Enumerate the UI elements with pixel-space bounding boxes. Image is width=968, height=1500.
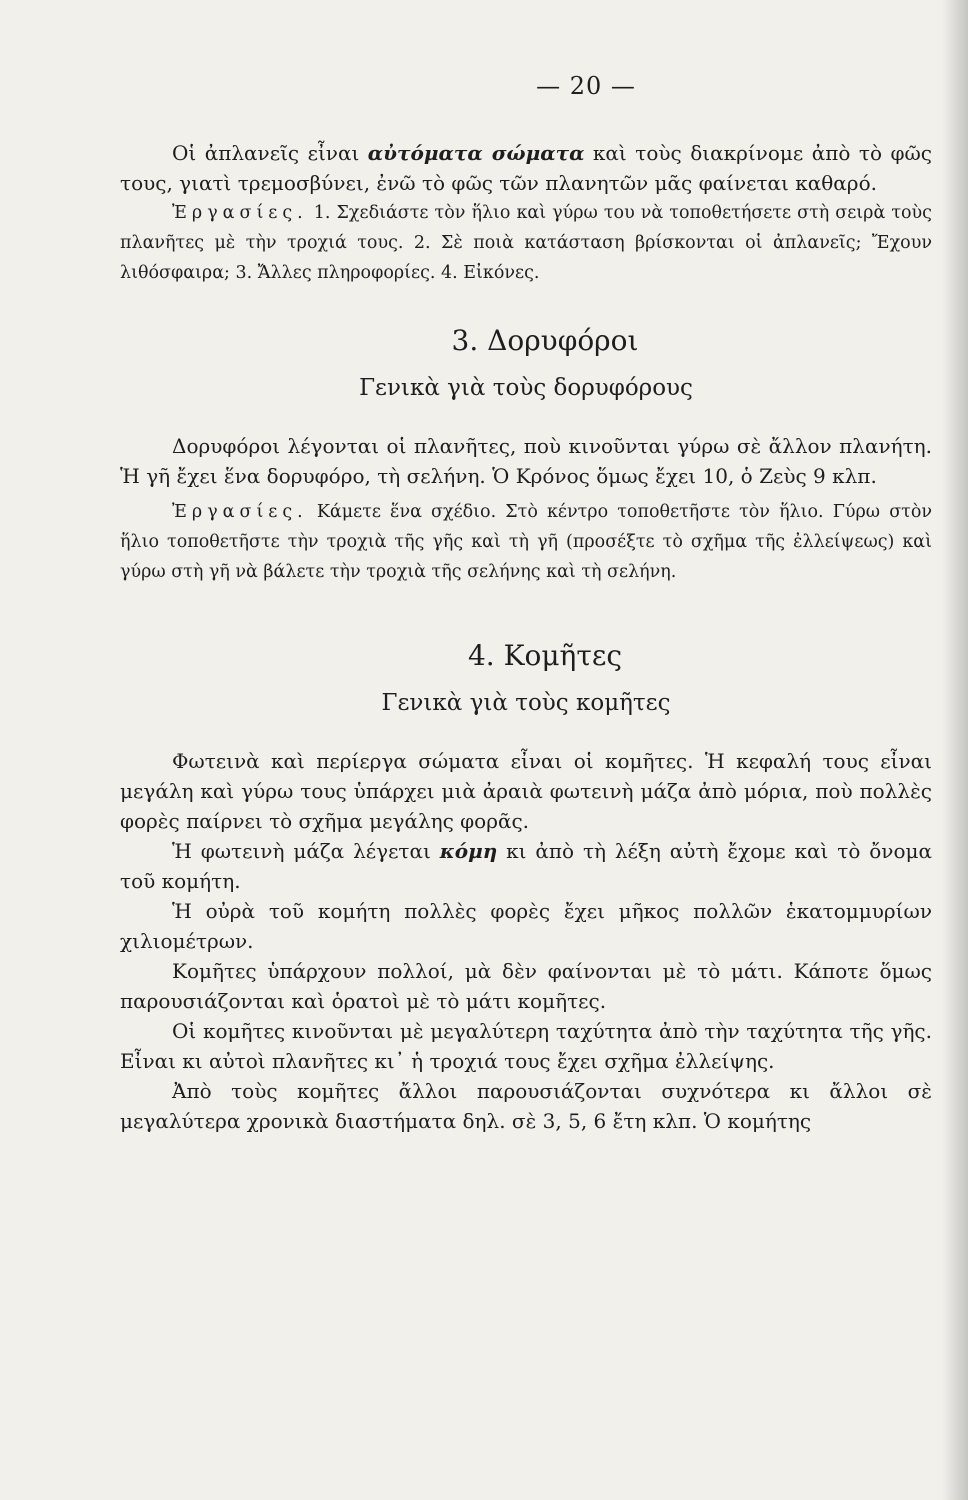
section-4-paragraph-2 (120, 836, 932, 896)
intro-text-a: Οἱ ἀπλανεῖς εἶναι (172, 141, 368, 165)
section-4-paragraph-5: Οἱ κομῆτες κινοῦνται μὲ μεγαλύτερη ταχύτητα ἀπὸ τὴν ταχύτητα τῆς γῆς. Εἶναι κι αὐτοὶ πλανῆτες κι᾽ ἡ τροχιά τους ἔχει σχῆμα ἐλλείψης. (120, 1019, 932, 1073)
section-3-tasks-label: Ἐργασίες. (172, 502, 308, 522)
section-4-paragraph-3: Ἡ οὐρὰ τοῦ κομήτη πολλὲς φορὲς ἔχει μῆκος πολλῶν ἑκατομμυρίων χιλιομέτρων. (120, 899, 932, 953)
section-4-paragraph-4: Κομῆτες ὑπάρχουν πολλοί, μὰ δὲν φαίνονται μὲ τὸ μάτι. Κάποτε ὅμως παρουσιάζονται καὶ ὁρατοὶ μὲ τὸ μάτι κομῆτες. (120, 959, 932, 1013)
section-4-paragraph-1: Φωτεινὰ καὶ περίεργα σώματα εἶναι οἱ κομῆτες. Ἡ κεφαλή τους εἶναι μεγάλη καὶ γύρω τους ὑπάρχει μιὰ ἀραιὰ φωτεινὴ μάζα ἀπὸ μόρια, ποὺ πολλὲς φορὲς παίρνει τὸ σχῆμα μεγάλης φορᾶς. (120, 749, 932, 833)
section-4-title: 4. Κομῆτες (467, 639, 623, 672)
intro-tasks-label: Ἐργασίες. (172, 203, 308, 223)
section-3-tasks (120, 497, 932, 587)
section-4-p2-emphasis: κόμη (439, 839, 498, 863)
intro-tasks (120, 198, 932, 288)
section-3-tasks-text: Κάμετε ἕνα σχέδιο. Στὸ κέντρο τοποθετῆστε τὸν ἥλιο. Γύρω στὸν ἥλιο τοποθετῆστε τὴν τροχιὰ τῆς γῆς καὶ τὴ γῆ (προσέξτε τὸ σχῆμα τῆς ἐλλείψεως) καὶ γύρω στὴ γῆ νὰ βάλετε τὴν τροχιὰ τῆς σελήνης καὶ τὴ σελήνη. (120, 502, 932, 582)
section-4-p2-b: κι ἀπὸ τὴ λέξη αὐτὴ ἔχομε καὶ τὸ ὄνομα τοῦ κομήτη. (120, 839, 933, 893)
section-3-title: 3. Δορυφόροι (451, 324, 639, 357)
section-4-subtitle: Γενικὰ γιὰ τοὺς κομῆτες (381, 690, 671, 716)
section-4-p2-a: Ἡ φωτεινὴ μάζα λέγεται (172, 839, 440, 863)
intro-paragraph (120, 138, 932, 198)
intro-emphasis: αὐτόματα σώματα (367, 141, 585, 165)
section-3-paragraph: Δορυφόροι λέγονται οἱ πλανῆτες, ποὺ κινοῦνται γύρω σὲ ἄλλον πλανήτη. Ἡ γῆ ἔχει ἕνα δορυφόρο, τὴ σελήνη. Ὁ Κρόνος ὅμως ἔχει 10, ὁ Ζεὺς 9 κλπ. (120, 434, 932, 488)
intro-tasks-text: 1. Σχεδιάστε τὸν ἥλιο καὶ γύρω του νὰ τοποθετήσετε στὴ σειρὰ τοὺς πλανῆτες μὲ τὴν τροχιά τους. 2. Σὲ ποιὰ κατάσταση βρίσκονται οἱ ἀπλανεῖς; Ἔχουν λιθόσφαιρα; 3. Ἄλλες πληροφορίες. 4. Εἰκόνες. (120, 203, 932, 283)
section-3-subtitle: Γενικὰ γιὰ τοὺς δορυφόρους (359, 375, 693, 401)
intro-text-b: καὶ τοὺς διακρίνομε ἀπὸ τὸ φῶς τους, γιατὶ τρεμοσβύνει, ἐνῶ τὸ φῶς τῶν πλανητῶν μᾶς φαίνεται καθαρό. (120, 141, 932, 195)
page-number: — 20 — (536, 72, 636, 100)
section-4-paragraph-6: Ἀπὸ τοὺς κομῆτες ἄλλοι παρουσιάζονται συχνότερα κι ἄλλοι σὲ μεγαλύτερα χρονικὰ διαστήματα δηλ. σὲ 3, 5, 6 ἔτη κλπ. Ὁ κομήτης (120, 1079, 932, 1133)
page-content (120, 72, 932, 1136)
page-edge-shadow (942, 0, 968, 1500)
